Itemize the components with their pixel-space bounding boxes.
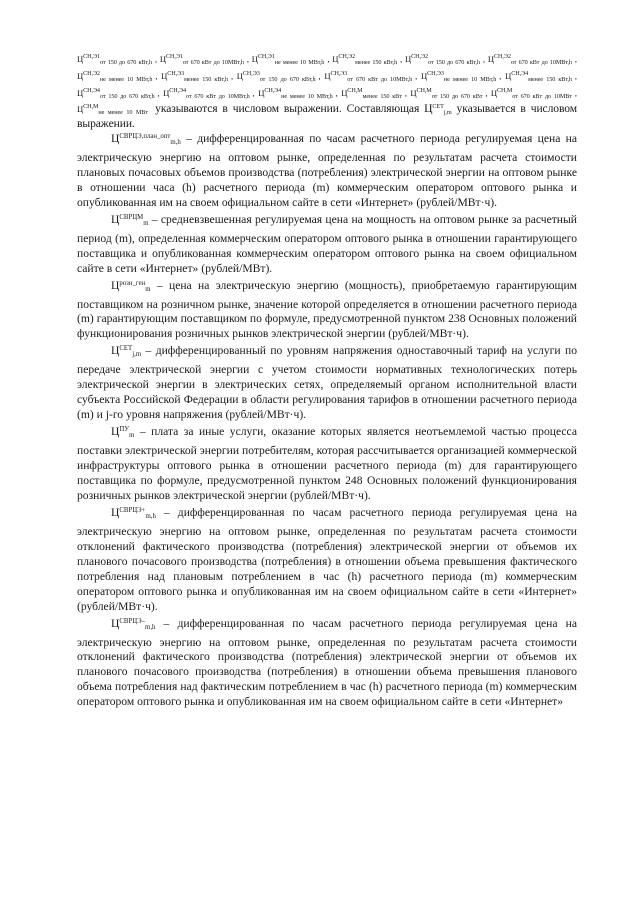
intro-text-end: указывается в числовом выражении. <box>77 102 577 131</box>
formula-symbol: $Ц^{СВРЦМ}_m$ <box>111 212 149 227</box>
variable-symbol: $Ц^{СН,Э2}_{менее 150 кВт,h}$ <box>332 53 398 66</box>
definition-paragraph <box>77 504 577 615</box>
variable-symbol: $Ц^{СН,Э2}_{от 670 кВт до 10МВт,h}$ <box>487 53 572 66</box>
variable-symbol: $Ц^{СН,М}_{от 150 до 670 кВт}$ <box>410 86 483 100</box>
formula-symbol: $Ц^{СВРЦЭ+}_{m,h}$ <box>111 505 156 520</box>
formula-symbol: $Ц^{СВРЦЭ-}_{m,h}$ <box>111 616 156 631</box>
variable-list-tail <box>77 102 577 130</box>
formula-symbol: $Ц^{ПУ}_m$ <box>111 425 135 440</box>
definition-paragraph <box>77 342 577 423</box>
variable-symbol: $Ц^{СН,М}_{от 670 кВт до 10МВт}$ <box>490 86 572 100</box>
variable-symbols: $Ц^{СН,Э1}_{от 150 до 670 кВт,h}$ , $Ц^{СН,Э1}_{от 670 кВт до 10МВт,h}$ , $Ц^{СН,Э1}_{не менее 10 МВт,h}$ , $Ц^{СН,Э2}_{менее 150 кВт,h}$ , $Ц^{СН,Э2}_{от 150 до 670 кВт,h}$ , $Ц^{СН,Э2}_{от 670 кВт до 10МВт,h}$ , $Ц^{СН,Э2}_{не менее 10 МВт,h}$ , $Ц^{СН,Э3}_{менее 150 кВт,h}$ , $Ц^{СН,Э3}_{от 150 до 670 кВт,h}$ , $Ц^{СН,Э3}_{от 670 кВт до 10МВт,h}$ , $Ц^{СН,Э3}_{не менее 10 МВт,h}$ , $Ц^{СН,Э4}_{менее 150 кВт,h}$ , $Ц^{СН,Э4}_{от 150 до 670 кВт,h}$ , $Ц^{СН,Э4}_{от 670 кВт до 10МВт,h}$ , $Ц^{СН,Э4}_{не менее 10 МВт,h}$ , $Ц^{СН,М}_{менее 150 кВт}$ , $Ц^{СН,М}_{от 150 до 670 кВт}$ , $Ц^{СН,М}_{от 670 кВт до 10МВт}$ , $Ц^{СН,М}_{не менее 10 МВт}$ <box>77 53 577 117</box>
definition-text: – дифференцированный по уровням напряжения одноставочный тариф на услуги по передаче электрической энергии с учетом стоимости нормативных технологических потерь электрической энергии в электрических сетях, определяемый органом исполнительной власти субъекта Российской Федерации в области регулирования тарифов в отношении расчетного периода (m) и j-го уровня напряжения (рублей/МВт·ч). <box>77 344 577 422</box>
variable-list <box>77 52 577 130</box>
formula-symbol: $Ц^{СВРЦЭ,план\_опт}_{m,h}$ <box>111 131 181 146</box>
definition-paragraph <box>77 423 577 504</box>
definitions-list <box>77 130 577 710</box>
variable-symbol: $Ц^{СН,Э3}_{не менее 10 МВт,h}$ <box>420 69 497 83</box>
formula-symbol: $Ц^{СЕТ}_{j,m}$ <box>424 102 452 117</box>
definition-text: – дифференцированная по часам расчетного периода регулируемая цена на электрическую энергию на оптовом рынке, определенная по результатам расчета стоимости отклонений фактического производства (потребления) электрической энергии от объемов их планового почасового производства (потребления) в отношении объема превышения фактического потребления над плановым потреблением в час (h) расчетного периода (m) коммерческим оператором оптового рынка и опубликованная им на своем официальном сайте в сети «Интернет» (рублей/МВт·ч). <box>77 505 577 613</box>
variable-symbol: $Ц^{СН,Э1}_{от 670 кВт до 10МВт,h}$ <box>159 53 244 66</box>
variable-symbol: $Ц^{СН,Э4}_{не менее 10 МВт,h}$ <box>258 86 333 100</box>
definition-paragraph <box>77 211 577 277</box>
variable-symbol: $Ц^{СН,Э3}_{от 670 кВт до 10МВт,h}$ <box>324 69 413 83</box>
definition-paragraph <box>77 130 577 211</box>
formula-symbol: $Ц^{розн\_ген}_m$ <box>111 278 151 293</box>
variable-symbol: $Ц^{СН,Э1}_{от 150 до 670 кВт,h}$ <box>77 53 152 66</box>
intro-text: указываются в числовом выражении. Составляющая <box>155 102 425 116</box>
variable-symbol: $Ц^{СН,Э2}_{не менее 10 МВт,h}$ <box>77 69 153 83</box>
variable-symbol: $Ц^{СН,Э4}_{от 670 кВт до 10МВт,h}$ <box>163 86 250 100</box>
definition-paragraph <box>77 277 577 343</box>
definition-text: – цена на электрическую энергию (мощность), приобретаемую гарантирующим поставщиком на розничном рынке, значение которой определяется в отношении расчетного периода (m) гарантирующим поставщиком по формуле, предусмотренной пунктом 238 Основных положений функционирования розничных рынков электрической энергии (рублей/МВт·ч). <box>77 278 577 341</box>
definition-paragraph <box>77 615 577 711</box>
variable-symbol: $Ц^{СН,Э3}_{менее 150 кВт,h}$ <box>161 69 228 83</box>
formula-symbol: $Ц^{СЕТ}_{j,m}$ <box>111 344 142 359</box>
definition-text: – плата за иные услуги, оказание которых является неотъемлемой частью процесса поставки электрической энергии потребителям, которая рассчитывается организацией коммерческой инфраструктуры оптового рынка в отношении расчетного периода (m) для гарантирующего поставщика по формуле, предусмотренной пунктом 248 Основных положений функционирования розничных рынков электрической энергии (рублей/МВт·ч). <box>77 425 577 502</box>
variable-symbol: $Ц^{СН,М}_{не менее 10 МВт}$ <box>77 103 148 117</box>
definition-text: – дифференцированная по часам расчетного периода регулируемая цена на электрическую энергию на оптовом рынке, определенная по результатам расчета стоимости отклонений фактического производства (потребления) электрической энергии от объемов их планового почасового производства (потребления) в отношении объема превышения планового объема потребления над фактическим потреблением в час (h) расчетного периода (m) коммерческим оператором оптового рынка и опубликованная им на своем официальном сайте в сети «Интернет» <box>77 616 577 709</box>
definition-text: – средневзвешенная регулируемая цена на мощность на оптовом рынке за расчетный период (m), определенная коммерческим оператором оптового рынка в отношении гарантирующего поставщика и опубликованная коммерческим оператором оптового рынка на своем официальном сайте в сети «Интернет» (рублей/МВт). <box>77 212 577 275</box>
variable-symbol: $Ц^{СН,Э4}_{менее 150 кВт,h}$ <box>505 69 572 83</box>
document-page <box>77 52 577 710</box>
definition-text: – дифференцированная по часам расчетного периода регулируемая цена на электрическую энергию на оптовом рынке, определенная по результатам расчета стоимости плановых почасовых объемов производства (потребления) электрической энергии на оптовом рынке в отношении часа (h) расчетного периода (m) коммерческим оператором оптового рынка и опубликованная им на своем официальном сайте в сети «Интернет» (рублей/МВт·ч). <box>77 131 577 209</box>
variable-symbol: $Ц^{СН,Э1}_{не менее 10 МВт,h}$ <box>251 53 325 66</box>
variable-symbol: $Ц^{СН,Э3}_{от 150 до 670 кВт,h}$ <box>236 69 316 83</box>
variable-symbol: $Ц^{СН,Э4}_{от 150 до 670 кВт,h}$ <box>77 86 155 100</box>
variable-symbol: $Ц^{СН,Э2}_{от 150 до 670 кВт,h}$ <box>405 53 480 66</box>
variable-symbol: $Ц^{СН,М}_{менее 150 кВт}$ <box>341 86 402 100</box>
